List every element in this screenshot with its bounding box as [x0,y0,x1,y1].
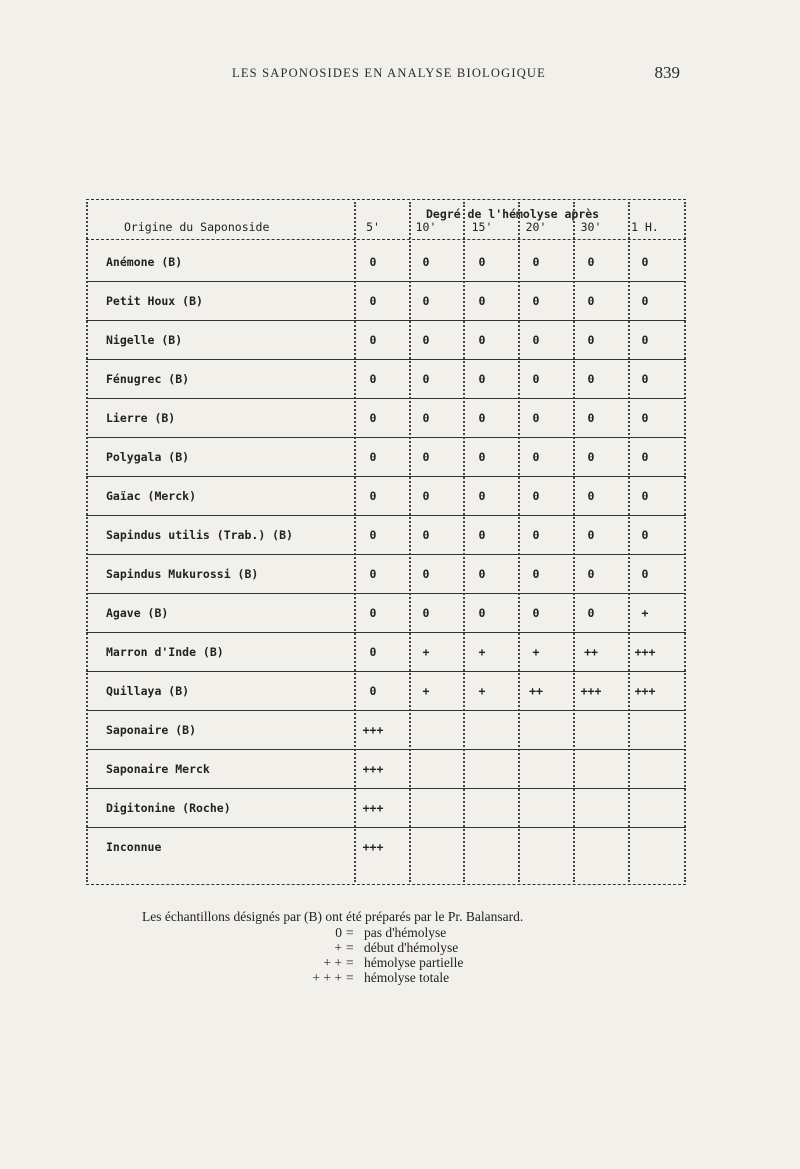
cell-5: 0 [369,567,377,581]
row-origin: Nigelle (B) [106,333,183,347]
cell-10: 0 [422,294,430,308]
row-origin: Marron d'Inde (B) [106,645,224,659]
cell-30: 0 [587,411,595,425]
cell-30: 0 [587,255,595,269]
legend-equals: = [346,970,354,985]
cell-20: 0 [532,294,540,308]
legend-equals: = [346,925,354,940]
row-origin: Sapindus Mukurossi (B) [106,567,259,581]
table-row [86,555,686,594]
cell-1h: 0 [641,450,649,464]
legend-item-none [0,925,800,941]
row-origin: Saponaire (B) [106,723,197,737]
legend-definition: début d'hémolyse [364,940,459,955]
cell-30: ++ [584,645,598,659]
cell-10: 0 [422,255,430,269]
cell-10: + [422,645,430,659]
cell-5: 0 [369,255,377,269]
cell-1h: 0 [641,255,649,269]
row-origin: Gaïac (Merck) [106,489,197,503]
legend-intro: Les échantillons désignés par (B) ont été préparés par le Pr. Balansard. [142,909,524,924]
cell-20: 0 [532,567,540,581]
table-row [86,477,686,516]
row-origin: Sapindus utilis (Trab.) (B) [106,528,293,542]
row-origin: Fénugrec (B) [106,372,190,386]
cell-20: 0 [532,606,540,620]
cell-1h: 0 [641,372,649,386]
cell-10: 0 [422,411,430,425]
cell-20: 0 [532,528,540,542]
cell-20: 0 [532,450,540,464]
cell-30: 0 [587,489,595,503]
cell-15: 0 [478,606,486,620]
legend-symbol: + + + [312,970,342,985]
row-origin: Polygala (B) [106,450,190,464]
cell-10: 0 [422,372,430,386]
cell-10: 0 [422,333,430,347]
row-origin: Anémone (B) [106,255,183,269]
cell-10: 0 [422,528,430,542]
row-origin: Petit Houx (B) [106,294,203,308]
cell-15: 0 [478,372,486,386]
cell-30: +++ [580,684,602,698]
cell-1h: 0 [641,294,649,308]
cell-15: + [478,645,486,659]
cell-1h: 0 [641,411,649,425]
cell-5: 0 [369,528,377,542]
table-bottom-border [86,884,686,885]
cell-1h: 0 [641,567,649,581]
row-origin: Quillaya (B) [106,684,190,698]
cell-5: +++ [362,762,384,776]
cell-5: +++ [362,840,384,854]
cell-20: 0 [532,333,540,347]
page-number: 839 [654,63,680,82]
legend-item-partial [0,955,800,971]
table-row [86,828,686,867]
cell-15: 0 [478,489,486,503]
table-row [86,711,686,750]
cell-1h: 0 [641,489,649,503]
legend-equals: = [346,940,354,955]
cell-5: 0 [369,333,377,347]
cell-5: 0 [369,684,377,698]
legend-symbol: + [334,940,342,955]
cell-5: 0 [369,372,377,386]
table-row [86,399,686,438]
cell-1h: 0 [641,528,649,542]
cell-5: 0 [369,294,377,308]
cell-1h: +++ [634,684,656,698]
table-row [86,282,686,321]
table-row [86,789,686,828]
origin-column-header: Origine du Saponoside [124,220,270,234]
degree-column-header: Degré de l'hémolyse après [426,207,600,221]
cell-5: +++ [362,801,384,815]
time-header-1h: 1 H. [631,220,659,234]
cell-10: 0 [422,567,430,581]
legend-item-total [0,970,800,986]
cell-15: 0 [478,294,486,308]
cell-20: 0 [532,255,540,269]
cell-1h: + [641,606,649,620]
legend-symbol: 0 [335,925,342,940]
running-title: LES SAPONOSIDES EN ANALYSE BIOLOGIQUE [232,66,546,80]
running-head [0,63,800,86]
cell-10: 0 [422,489,430,503]
cell-15: + [478,684,486,698]
cell-20: + [532,645,540,659]
cell-10: 0 [422,450,430,464]
cell-30: 0 [587,528,595,542]
table-top-border [86,199,686,200]
cell-1h: +++ [634,645,656,659]
row-origin: Saponaire Merck [106,762,210,776]
table-row [86,243,686,282]
cell-30: 0 [587,567,595,581]
cell-20: ++ [529,684,543,698]
cell-15: 0 [478,333,486,347]
legend-definition: pas d'hémolyse [364,925,447,940]
cell-30: 0 [587,372,595,386]
cell-5: 0 [369,450,377,464]
cell-20: 0 [532,411,540,425]
cell-30: 0 [587,450,595,464]
cell-5: 0 [369,411,377,425]
legend-symbol: + + [323,955,342,970]
table-row [86,750,686,789]
table-row [86,516,686,555]
legend-equals: = [346,955,354,970]
table-row [86,321,686,360]
cell-10: + [422,684,430,698]
cell-5: 0 [369,489,377,503]
row-origin: Agave (B) [106,606,169,620]
table-row [86,594,686,633]
table-row [86,360,686,399]
time-header-10: 10' [415,220,437,234]
row-origin: Lierre (B) [106,411,176,425]
cell-30: 0 [587,294,595,308]
time-header-15: 15' [471,220,493,234]
cell-15: 0 [478,450,486,464]
row-origin: Inconnue [106,840,162,854]
cell-20: 0 [532,372,540,386]
table-row [86,633,686,672]
table-row [86,438,686,477]
cell-15: 0 [478,567,486,581]
legend-item-start [0,940,800,956]
cell-5: 0 [369,606,377,620]
cell-5: 0 [369,645,377,659]
hemolysis-table [86,196,686,886]
cell-15: 0 [478,411,486,425]
cell-15: 0 [478,255,486,269]
time-header-30: 30' [580,220,602,234]
time-header-5: 5' [366,220,380,234]
table-row [86,672,686,711]
cell-10: 0 [422,606,430,620]
cell-5: +++ [362,723,384,737]
legend-definition: hémolyse partielle [364,955,464,970]
legend-definition: hémolyse totale [364,970,450,985]
row-origin: Digitonine (Roche) [106,801,231,815]
time-header-20: 20' [525,220,547,234]
cell-30: 0 [587,333,595,347]
header-bottom-border [86,239,686,240]
cell-15: 0 [478,528,486,542]
cell-1h: 0 [641,333,649,347]
cell-30: 0 [587,606,595,620]
cell-20: 0 [532,489,540,503]
